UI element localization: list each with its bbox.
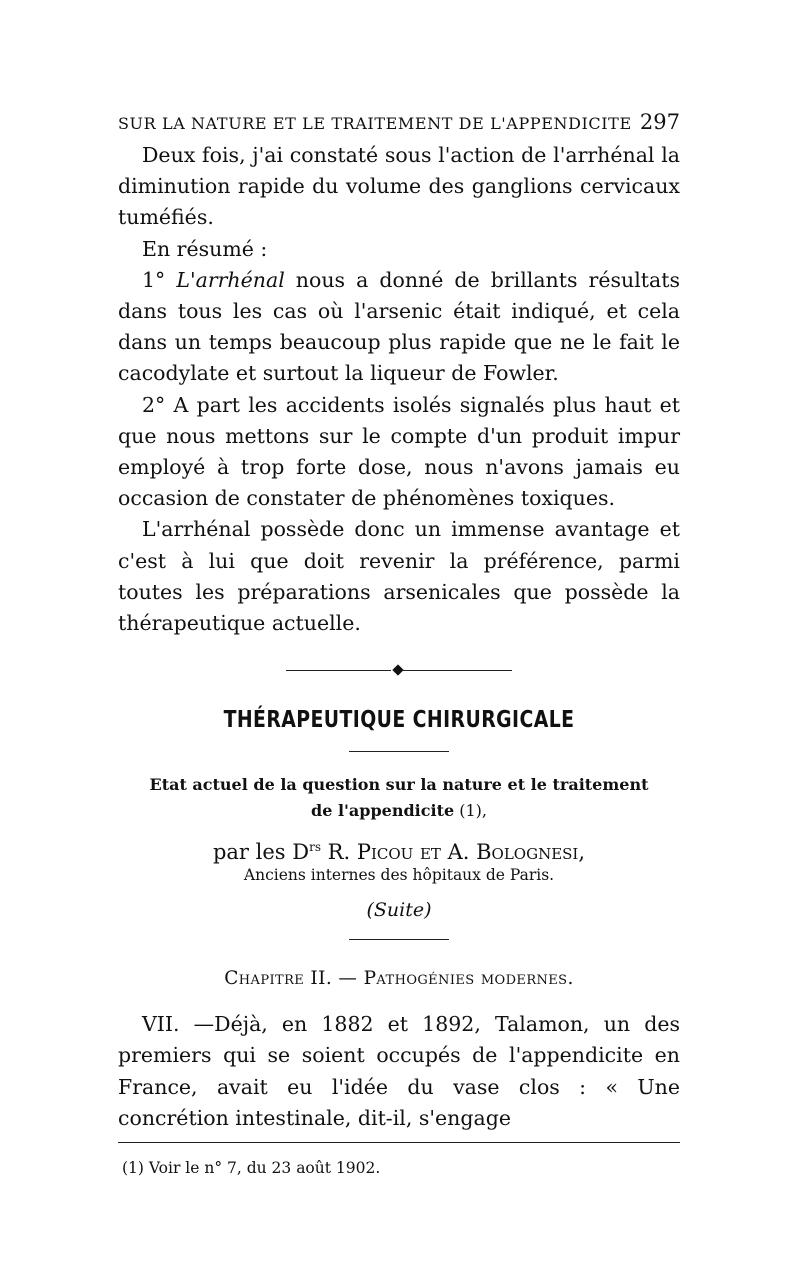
footnote: (1) Voir le n° 7, du 23 août 1902. <box>122 1159 381 1178</box>
footnote-rule <box>118 1142 680 1143</box>
running-title: SUR LA NATURE ET LE TRAITEMENT DE L'APPENDICITE <box>118 114 632 133</box>
authors-names: R. Picou et A. Bolognesi, <box>320 840 586 865</box>
suite-label: (Suite) <box>366 899 432 922</box>
page-number: 297 <box>639 110 680 134</box>
section-title: THÉRAPEUTIQUE CHIRURGICALE <box>223 707 575 734</box>
running-head <box>118 110 680 140</box>
ornament-separator <box>286 661 512 681</box>
suite-rule <box>349 939 449 940</box>
note-reference: (1), <box>454 801 487 821</box>
title-rule <box>349 751 449 752</box>
paragraph: VII. —Déjà, en 1882 et 1892, Talamon, un des premiers qui se soient occupés de l'appendicite en France, avait eu l'idée du vase clos : « Une concrétion intestinale, dit-il, s'engage <box>118 1012 680 1130</box>
intro-text <box>118 140 680 639</box>
paragraph: 2° A part les accidents isolés signalés plus haut et que nous mettons sur le compte d'un produit impur employé à trop forte dose, nous n'avons jamais eu occasion de constater de phénomènes toxiques. <box>118 392 680 511</box>
article-title-line <box>118 798 680 824</box>
article-title <box>118 772 680 824</box>
authors <box>118 834 680 865</box>
article-title-line: Etat actuel de la question sur la nature et le traitement <box>149 775 649 795</box>
chapter-heading: Chapitre II. — Pathogénies modernes. <box>224 968 574 990</box>
affiliation: Anciens internes des hôpitaux de Paris. <box>243 866 555 885</box>
paragraph: L'arrhénal possède donc un immense avantage et c'est à lui que doit revenir la préférence, parmi toutes les préparations arsenicales que possède la thérapeutique actuelle. <box>118 517 680 636</box>
italic-term: L'arrhénal <box>176 267 285 292</box>
book-page <box>118 110 680 1177</box>
article-title-text: de l'appendicite <box>311 801 455 821</box>
authors-prefix: par les D <box>212 840 310 865</box>
ornament-line-left <box>286 670 391 671</box>
ornament-line-right <box>402 670 512 671</box>
paragraph-rest: nous a donné de brillants résultats dans tous les cas où l'arsenic était indiqué, et cela dans un temps beaucoup plus rapide que ne le fait le cacodylate et surtout la liqueur de Fowler. <box>118 267 680 386</box>
authors-superscript: rs <box>309 840 321 855</box>
item-number: 1° <box>142 267 166 292</box>
paragraph: Deux fois, j'ai constaté sous l'action de l'arrhénal la diminution rapide du volume des ganglions cervicaux tuméfiés. <box>118 143 680 230</box>
paragraph: En résumé : <box>142 236 268 261</box>
main-text <box>118 1009 680 1134</box>
paragraph <box>118 265 680 390</box>
